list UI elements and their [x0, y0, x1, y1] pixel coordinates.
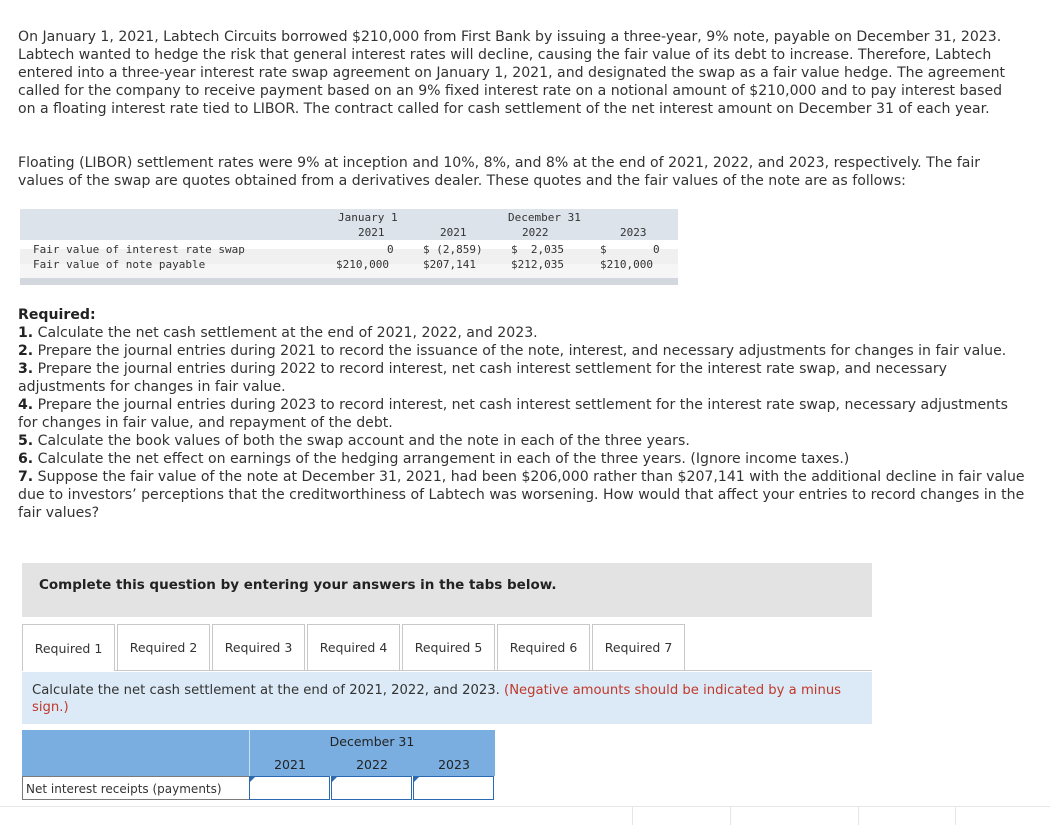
tab-required-7[interactable]: Required 7 — [592, 624, 685, 670]
footer-tick — [730, 807, 731, 825]
required-list — [18, 306, 1028, 522]
note-value-2022: $212,035 — [511, 258, 564, 271]
row-label-swap: Fair value of interest rate swap — [33, 243, 245, 256]
input-2022[interactable] — [331, 776, 412, 800]
instruction-box — [22, 672, 872, 724]
note-value-2023: $210,000 — [600, 258, 653, 271]
negative-amounts-note: (Negative amounts should be indicated by a minus sign.) — [32, 683, 842, 715]
note-value-2021: $207,141 — [423, 258, 476, 271]
swap-value-2022: $ 2,035 — [511, 243, 564, 256]
footer-tick — [858, 807, 859, 825]
required-tabs — [22, 624, 872, 671]
swap-value-jan-2021: 0 — [387, 243, 394, 256]
row-label-note: Fair value of note payable — [33, 258, 206, 271]
tab-required-1[interactable]: Required 1 — [22, 624, 115, 671]
required-heading: Required: — [18, 307, 96, 323]
libor-rates-paragraph: Floating (LIBOR) settlement rates were 9% at inception and 10%, 8%, and 8% at the end of 2021, 2022, and 2023, respectively. The fair values of the swap are quotes obtained from a derivatives dealer. These quotes and the fair values of the note are as follows: — [18, 155, 981, 189]
header-year: 2022 — [522, 226, 549, 239]
answer-header-2022: 2022 — [356, 757, 388, 772]
tab-required-2[interactable]: Required 2 — [117, 624, 210, 670]
input-2023[interactable] — [413, 776, 494, 800]
required-item-5: 5. Calculate the book values of both the swap account and the note in each of the three years. — [18, 433, 690, 449]
swap-value-2021: $ (2,859) — [423, 243, 483, 256]
tab-required-6[interactable]: Required 6 — [497, 624, 590, 670]
fair-value-table — [20, 209, 678, 285]
required-item-4: 4. Prepare the journal entries during 2023 to record interest, net cash interest settlement for the interest rate swap, necessary adjustments for changes in fair value, and repayment of the debt. — [18, 397, 1008, 431]
input-2021[interactable] — [249, 776, 330, 800]
table-bottom-rule — [20, 278, 678, 285]
required-item-3: 3. Prepare the journal entries during 2022 to record interest, net cash interest settlement for the interest rate swap, and necessary adjustments for changes in fair value. — [18, 361, 947, 395]
required-item-6: 6. Calculate the net effect on earnings of the hedging arrangement in each of the three years. (Ignore income taxes.) — [18, 451, 850, 467]
complete-question-text: Complete this question by entering your answers in the tabs below. — [39, 577, 557, 593]
header-year: 2021 — [358, 226, 385, 239]
answer-table — [22, 730, 495, 800]
tab-required-5[interactable]: Required 5 — [402, 624, 495, 670]
header-year: 2021 — [440, 226, 467, 239]
tabs-baseline — [22, 670, 872, 671]
complete-question-banner — [22, 563, 872, 617]
required-item-1: 1. Calculate the net cash settlement at the end of 2021, 2022, and 2023. — [18, 325, 538, 341]
footer-tick — [632, 807, 633, 825]
required-item-7: 7. Suppose the fair value of the note at December 31, 2021, had been $206,000 rather than $207,141 with the additional decline in fair value due to investors’ perceptions that the creditworthiness of Labtech was worsening. How would that affect your entries to record changes in the fair values? — [18, 469, 1025, 521]
swap-value-2023: $ 0 — [600, 243, 660, 256]
problem-intro-paragraph: On January 1, 2021, Labtech Circuits borrowed $210,000 from First Bank by issuing a three-year, 9% note, payable on December 31, 2023. Labtech wanted to hedge the risk that general interest rates will decline, causing the fair value of its debt to increase. Therefore, Labtech entered into a three-year interest rate swap agreement on January 1, 2021, and designated the swap as a fair value hedge. The agreement called for the company to receive payment based on an 9% fixed interest rate on a notional amount of $210,000 and to pay interest based on a floating interest rate tied to LIBOR. The contract called for cash settlement of the net interest amount on December 31 of each year. — [18, 29, 1006, 117]
answer-header-december-31: December 31 — [329, 734, 415, 749]
tab-required-4[interactable]: Required 4 — [307, 624, 400, 670]
header-year: 2023 — [620, 226, 647, 239]
row-label-net-interest: Net interest receipts (payments) — [22, 776, 249, 800]
required-item-2: 2. Prepare the journal entries during 2021 to record the issuance of the note, interest, and necessary adjustments for changes in fair value. — [18, 343, 1007, 359]
header-december-31: December 31 — [508, 211, 581, 224]
header-january-1: January 1 — [338, 211, 398, 224]
tab-required-3[interactable]: Required 3 — [212, 624, 305, 670]
answer-header-2023: 2023 — [438, 757, 470, 772]
footer-divider — [0, 806, 1050, 807]
answer-header-2021: 2021 — [274, 757, 306, 772]
footer-tick — [955, 807, 956, 825]
note-value-jan-2021: $210,000 — [336, 258, 389, 271]
instruction-text: Calculate the net cash settlement at the end of 2021, 2022, and 2023. (Negative amounts should be indicated by a minus sign.) — [32, 683, 842, 715]
